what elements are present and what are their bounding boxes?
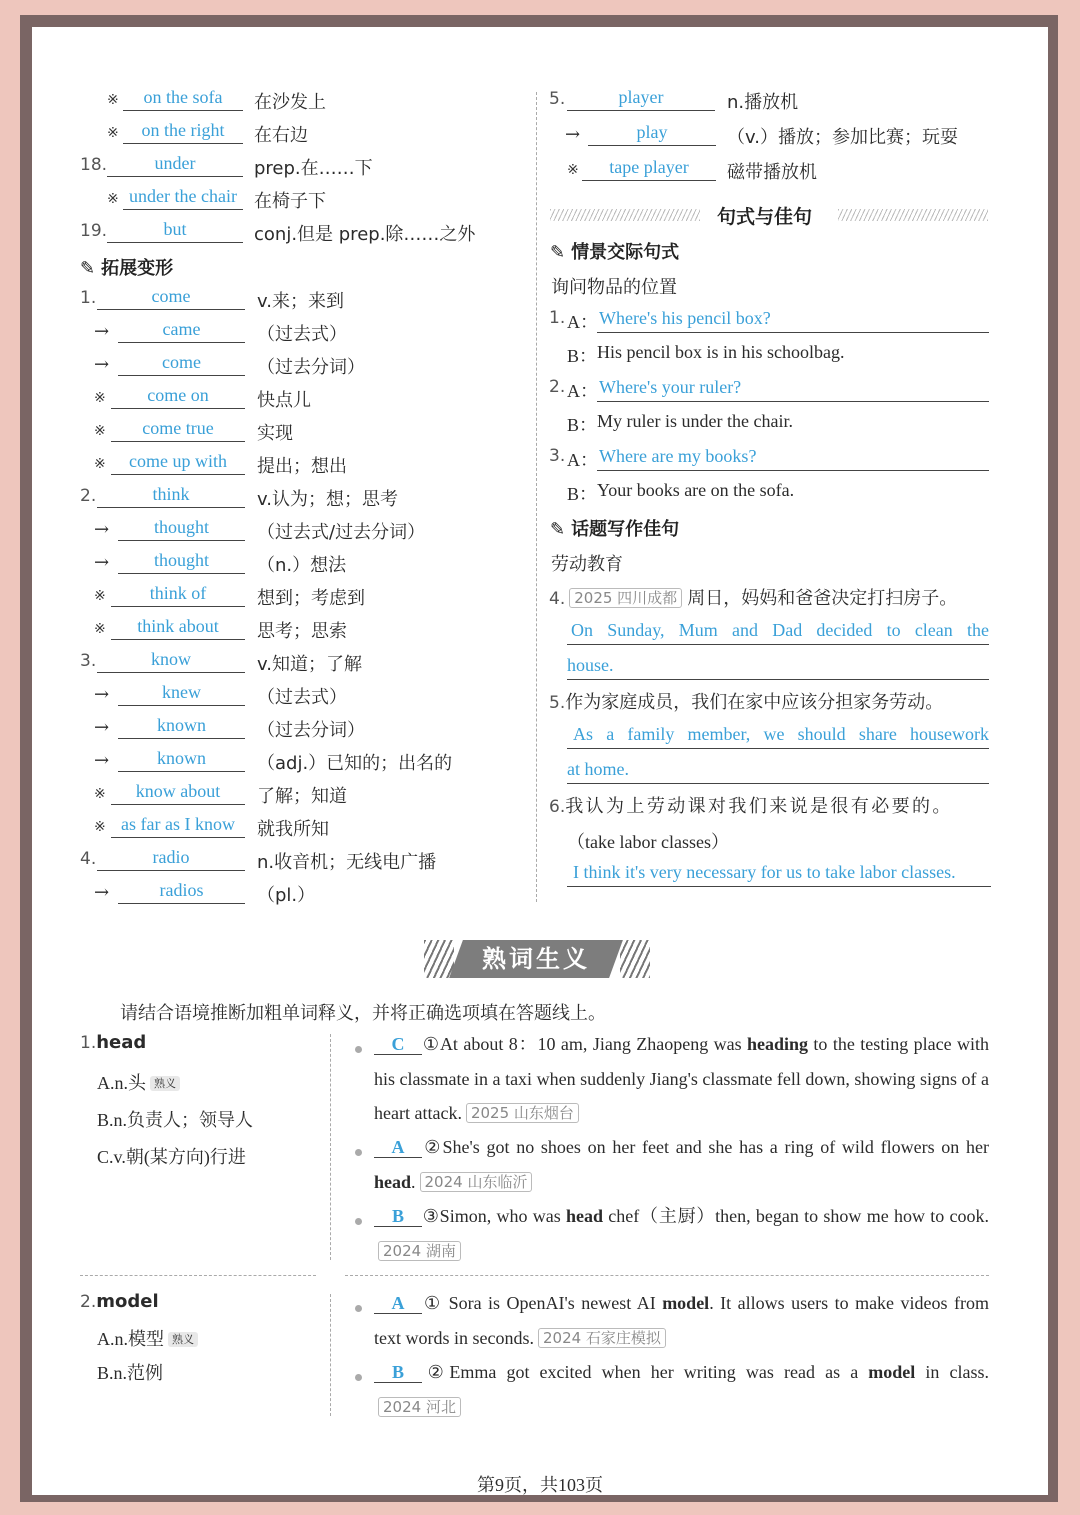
word-number: 1. bbox=[80, 1033, 97, 1053]
answer-blank: think of bbox=[111, 582, 245, 607]
item-marker: ※ bbox=[94, 390, 106, 406]
example-sentence bbox=[374, 1286, 989, 1355]
answer-blank: come bbox=[118, 351, 245, 376]
familiar-tag: 熟义 bbox=[150, 1076, 180, 1091]
column-divider bbox=[536, 92, 537, 902]
item-marker: ※ bbox=[94, 621, 106, 637]
answer-blank: player bbox=[567, 86, 715, 111]
option-b: B.n.范例 bbox=[97, 1363, 164, 1383]
expansion-title: 拓展变形 bbox=[101, 258, 174, 279]
answer-blank: think bbox=[97, 483, 245, 508]
bold-word: model bbox=[662, 1293, 710, 1313]
item-marker: → bbox=[94, 750, 110, 771]
item-marker: 3. bbox=[80, 651, 97, 671]
word-text: head bbox=[96, 1032, 147, 1053]
option-a bbox=[97, 1069, 180, 1095]
meaning-text: （adj.）已知的；出名的 bbox=[257, 753, 453, 774]
sentence-part: ②Emma got excited when her writing was read as a bbox=[422, 1362, 869, 1382]
answer-blank: knew bbox=[118, 681, 245, 706]
word-divider bbox=[330, 1034, 331, 1260]
answer-blank: play bbox=[588, 121, 716, 146]
item-number: 3. bbox=[549, 446, 566, 466]
answer-blank: under the chair bbox=[123, 185, 243, 210]
meaning-text: （过去分词） bbox=[257, 720, 365, 741]
item-marker: ※ bbox=[94, 456, 106, 472]
item-marker: ※ bbox=[94, 423, 106, 439]
item-number: 4. bbox=[549, 589, 566, 609]
item-number: 5. bbox=[549, 693, 566, 713]
answer-blank: A bbox=[374, 1137, 422, 1158]
meaning-text: （n.）想法 bbox=[257, 555, 347, 576]
answer-blank: known bbox=[118, 747, 245, 772]
option-c: C.v.朝(某方向)行进 bbox=[97, 1147, 246, 1167]
writing-item-6 bbox=[549, 792, 953, 818]
meaning-text: conj.但是 prep.除……之外 bbox=[254, 224, 476, 245]
answer-blank: B bbox=[374, 1206, 422, 1227]
bullet-dot bbox=[355, 1374, 362, 1381]
answer-blank: A bbox=[374, 1293, 422, 1314]
answer-blank: on the sofa bbox=[123, 86, 243, 111]
example-sentence bbox=[374, 1199, 989, 1268]
meaning-text: 就我所知 bbox=[257, 819, 329, 840]
option-text: A.n.头 bbox=[97, 1073, 146, 1093]
meaning-text: 在椅子下 bbox=[254, 191, 326, 212]
answer-underline bbox=[567, 748, 989, 749]
meaning-text: prep.在……下 bbox=[254, 158, 373, 179]
answer-blank: under bbox=[107, 152, 243, 177]
speaker-b: B： bbox=[567, 415, 598, 435]
vocab-banner bbox=[424, 940, 650, 978]
speaker-a: A： bbox=[567, 381, 598, 401]
answer-line-1: As a family member, we should share housework bbox=[573, 724, 989, 744]
vocab-instruction: 请结合语境推断加粗单词释义，并将正确选项填在答题线上。 bbox=[120, 1003, 606, 1024]
answer-blank: radios bbox=[118, 879, 245, 904]
prompt-text: 我认为上劳动课对我们来说是很有必要的。 bbox=[565, 796, 953, 817]
meaning-text: 磁带播放机 bbox=[727, 162, 817, 183]
item-marker: → bbox=[94, 354, 110, 375]
meaning-text: v.来；来到 bbox=[257, 291, 344, 312]
situational-title: 情景交际句式 bbox=[571, 242, 680, 263]
answer-line-2: at home. bbox=[567, 759, 629, 779]
meaning-text: 在右边 bbox=[254, 125, 308, 146]
situational-topic: 询问物品的位置 bbox=[551, 277, 677, 298]
item-marker: → bbox=[94, 717, 110, 738]
item-marker: ※ bbox=[94, 588, 106, 604]
item-marker: → bbox=[94, 882, 110, 903]
pencil-icon: ✎ bbox=[80, 258, 96, 279]
item-marker: → bbox=[565, 124, 581, 145]
item-marker: 1. bbox=[80, 288, 97, 308]
sentence-banner: 句式与佳句 bbox=[717, 206, 813, 228]
meaning-text: 提出；想出 bbox=[257, 456, 347, 477]
item-marker: → bbox=[94, 321, 110, 342]
answer-blank: come bbox=[97, 285, 245, 310]
source-tag: 2025 四川成都 bbox=[569, 588, 682, 608]
meaning-text: （过去分词） bbox=[257, 357, 365, 378]
item-number: 2. bbox=[549, 377, 566, 397]
answer-blank: as far as I know bbox=[111, 813, 245, 838]
prompt-text: 作为家庭成员，我们在家中应该分担家务劳动。 bbox=[565, 692, 944, 713]
item-number: 1. bbox=[549, 308, 566, 328]
sentence-part: . bbox=[411, 1171, 416, 1192]
answer-question: Where's his pencil box? bbox=[599, 308, 771, 328]
example-sentence bbox=[374, 1027, 989, 1131]
word-divider bbox=[330, 1294, 331, 1416]
bullet-dot bbox=[355, 1218, 362, 1225]
answer-line-1: On Sunday, Mum and Dad decided to clean the bbox=[571, 620, 989, 640]
answer-blank: know bbox=[97, 648, 245, 673]
writing-item-5 bbox=[549, 688, 943, 714]
banner-hatch-left bbox=[550, 209, 700, 221]
answer-blank: C bbox=[374, 1034, 422, 1055]
speaker-a: A： bbox=[567, 312, 598, 332]
bold-word: head bbox=[374, 1171, 412, 1192]
answer-blank: know about bbox=[111, 780, 245, 805]
item-number: 6. bbox=[549, 797, 566, 817]
meaning-text: 了解；知道 bbox=[257, 786, 347, 807]
speaker-b: B： bbox=[567, 346, 598, 366]
pencil-icon: ✎ bbox=[550, 519, 566, 540]
answer-blank: on the right bbox=[123, 119, 243, 144]
writing-topic: 劳动教育 bbox=[551, 554, 623, 575]
familiar-tag: 熟义 bbox=[168, 1332, 198, 1347]
item-marker: 19. bbox=[80, 221, 108, 241]
answer-underline bbox=[597, 470, 989, 471]
answer-blank: come up with bbox=[111, 450, 245, 475]
meaning-text: （过去式） bbox=[257, 324, 347, 345]
item-marker: ※ bbox=[107, 125, 119, 141]
answer-line-1: I think it's very necessary for us to take labor classes. bbox=[573, 862, 956, 882]
item-marker: 5. bbox=[549, 89, 566, 109]
sentence-part: ②She's got no shoes on her feet and she has a ring of wild flowers on her bbox=[422, 1137, 989, 1157]
word-model bbox=[80, 1291, 159, 1312]
page-footer: 第9页，共103页 bbox=[477, 1475, 603, 1495]
meaning-text: （过去式） bbox=[257, 687, 347, 708]
option-a bbox=[97, 1325, 198, 1351]
prompt-text: 周日，妈妈和爸爸决定打扫房子。 bbox=[687, 588, 958, 609]
meaning-text: v.认为；想；思考 bbox=[257, 489, 398, 510]
reply-text: His pencil box is in his schoolbag. bbox=[597, 342, 845, 362]
item-marker: 18. bbox=[80, 155, 108, 175]
writing-heading bbox=[550, 515, 679, 541]
source-tag: 2024 湖南 bbox=[378, 1241, 461, 1261]
answer-line-2: house. bbox=[567, 655, 614, 675]
reply-text: My ruler is under the chair. bbox=[597, 411, 793, 431]
meaning-text: v.知道；了解 bbox=[257, 654, 362, 675]
item-marker: ※ bbox=[94, 786, 106, 802]
bullet-dot bbox=[355, 1149, 362, 1156]
meaning-text: 思考；思索 bbox=[257, 621, 347, 642]
option-b: B.n.负责人；领导人 bbox=[97, 1110, 254, 1130]
speaker-a: A： bbox=[567, 450, 598, 470]
item-marker: ※ bbox=[107, 92, 119, 108]
sentence-part: ①At about 8：10 am, Jiang Zhaopeng was bbox=[422, 1034, 747, 1054]
item-marker: → bbox=[94, 519, 110, 540]
answer-underline bbox=[597, 401, 989, 402]
answer-blank: but bbox=[107, 218, 243, 243]
sentence-part: in class. bbox=[915, 1362, 989, 1382]
word-number: 2. bbox=[80, 1292, 97, 1312]
source-tag: 2024 石家庄模拟 bbox=[538, 1328, 666, 1348]
answer-blank: known bbox=[118, 714, 245, 739]
meaning-text: 快点儿 bbox=[257, 390, 311, 411]
item-marker: → bbox=[94, 552, 110, 573]
item-marker: → bbox=[94, 684, 110, 705]
banner-hatch-right bbox=[838, 209, 988, 221]
meaning-text: 实现 bbox=[257, 423, 293, 444]
item-marker: 2. bbox=[80, 486, 97, 506]
meaning-text: n.播放机 bbox=[727, 92, 799, 113]
writing-title: 话题写作佳句 bbox=[571, 519, 680, 540]
answer-underline bbox=[567, 886, 991, 887]
banner-stripes-left bbox=[424, 940, 454, 978]
sentence-part: chef（主厨）then, began to show me how to cook. bbox=[603, 1206, 989, 1226]
example-sentence bbox=[374, 1355, 989, 1424]
item-marker: ※ bbox=[94, 819, 106, 835]
expansion-heading bbox=[80, 254, 173, 280]
bold-word: heading bbox=[746, 1034, 809, 1054]
answer-blank: tape player bbox=[582, 156, 716, 181]
word-text: model bbox=[96, 1291, 159, 1312]
answer-underline bbox=[567, 783, 989, 784]
option-text: A.n.模型 bbox=[97, 1329, 164, 1349]
item-marker: ※ bbox=[107, 191, 119, 207]
answer-blank: come true bbox=[111, 417, 245, 442]
bold-word: head bbox=[566, 1206, 604, 1226]
answer-underline bbox=[567, 679, 989, 680]
pencil-icon: ✎ bbox=[550, 242, 566, 263]
item-marker: 4. bbox=[80, 849, 97, 869]
bullet-dot bbox=[355, 1046, 362, 1053]
meaning-text: 想到；考虑到 bbox=[257, 588, 365, 609]
answer-blank: come on bbox=[111, 384, 245, 409]
example-sentence bbox=[374, 1130, 989, 1199]
item-marker: ※ bbox=[567, 162, 579, 178]
answer-blank: thought bbox=[118, 549, 245, 574]
speaker-b: B： bbox=[567, 484, 598, 504]
answer-blank: radio bbox=[97, 846, 245, 871]
answer-blank: thought bbox=[118, 516, 245, 541]
answer-blank: came bbox=[118, 318, 245, 343]
meaning-text: （pl.） bbox=[257, 885, 316, 906]
meaning-text: 在沙发上 bbox=[254, 92, 326, 113]
word-head bbox=[80, 1032, 146, 1053]
meaning-text: （v.）播放；参加比赛；玩耍 bbox=[727, 127, 958, 148]
writing-item-4 bbox=[549, 584, 957, 610]
reply-text: Your books are on the sofa. bbox=[597, 480, 795, 500]
hint-text: （take labor classes） bbox=[567, 832, 729, 852]
source-tag: 2024 河北 bbox=[378, 1397, 461, 1417]
answer-underline bbox=[567, 644, 989, 645]
situational-heading bbox=[550, 238, 679, 264]
answer-blank: B bbox=[374, 1362, 422, 1383]
sentence-part: ③Simon, who was bbox=[422, 1206, 567, 1226]
bold-word: model bbox=[868, 1362, 916, 1382]
sentence-part: . It allows users to make videos from text words in seconds. bbox=[374, 1293, 989, 1348]
banner-stripes-right bbox=[620, 940, 650, 978]
bullet-dot bbox=[355, 1305, 362, 1312]
meaning-text: n.收音机；无线电广播 bbox=[257, 852, 437, 873]
sentence-part: ① Sora is OpenAI's newest AI bbox=[422, 1293, 663, 1313]
section-divider bbox=[80, 1275, 316, 1276]
source-tag: 2024 山东临沂 bbox=[420, 1172, 533, 1192]
section-divider bbox=[345, 1275, 989, 1276]
answer-underline bbox=[597, 332, 989, 333]
answer-blank: think about bbox=[111, 615, 245, 640]
meaning-text: （过去式/过去分词） bbox=[257, 522, 426, 543]
vocab-title: 熟词生义 bbox=[482, 945, 590, 973]
sentence-part: to the testing place with his classmate in a taxi when suddenly Jiang's classmate fell down, showing signs of a heart attack. bbox=[374, 1034, 989, 1123]
source-tag: 2025 山东烟台 bbox=[466, 1103, 579, 1123]
answer-question: Where's your ruler? bbox=[599, 377, 742, 397]
answer-question: Where are my books? bbox=[599, 446, 757, 466]
